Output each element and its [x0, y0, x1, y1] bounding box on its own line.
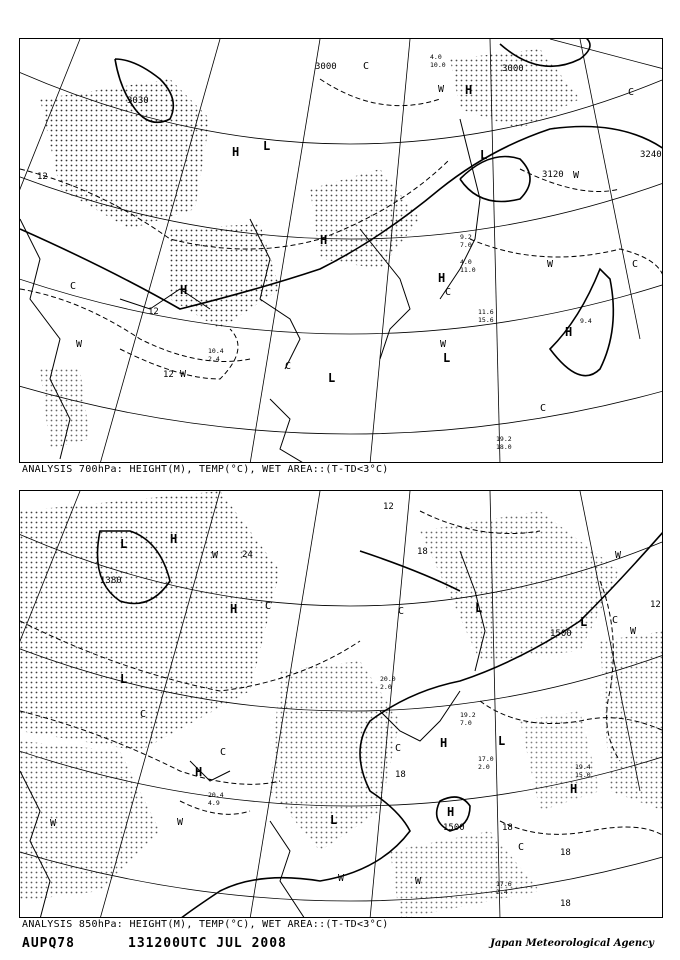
contour-label: 18: [560, 848, 571, 858]
pressure-center: H: [565, 325, 573, 339]
contour-label: 12: [383, 502, 394, 512]
station-value: 10.0: [430, 61, 446, 69]
station-value: 20.0: [380, 675, 396, 683]
pressure-center: L: [475, 601, 483, 615]
temp-center: W: [212, 550, 219, 561]
pressure-center: H: [440, 736, 448, 750]
contour-label: 18: [560, 899, 571, 909]
pressure-center: H: [230, 602, 238, 616]
temp-center: C: [628, 87, 635, 98]
contour-label: 3000: [502, 64, 524, 74]
station-value: 17.6: [496, 880, 512, 888]
temp-center: C: [445, 287, 452, 298]
temp-center: C: [140, 709, 147, 720]
product-id: AUPQ78: [22, 936, 75, 951]
caption-700hpa: ANALYSIS 700hPa: HEIGHT(M), TEMP(°C), WET AREA::(T-TD<3°C): [22, 464, 389, 475]
agency-name: Japan Meteorological Agency: [490, 938, 654, 949]
temp-center: C: [265, 601, 272, 612]
station-value: 20.4: [208, 791, 224, 799]
contour-label: 12: [163, 370, 174, 380]
pressure-center: H: [180, 283, 188, 297]
temp-center: C: [285, 361, 292, 372]
map-panel-850hpa: [19, 490, 663, 918]
pressure-center: H: [465, 83, 473, 97]
pressure-center: H: [170, 532, 178, 546]
contour-label: 12: [148, 307, 159, 317]
station-value: 4.9: [208, 799, 220, 807]
caption-850hpa: ANALYSIS 850hPa: HEIGHT(M), TEMP(°C), WET AREA::(T-TD<3°C): [22, 919, 389, 930]
station-value: 9.2: [460, 233, 472, 241]
map-700hpa-svg: [20, 39, 663, 463]
pressure-center: H: [570, 782, 578, 796]
map-panel-700hpa: [19, 38, 663, 463]
temp-center: C: [518, 842, 525, 853]
contour-label: 1380: [100, 576, 122, 586]
wet-area: [40, 79, 210, 229]
contour-label: 12: [650, 600, 661, 610]
temp-center: W: [338, 873, 345, 884]
station-value: 2.0: [478, 763, 490, 771]
contour-label: 18: [502, 823, 513, 833]
temp-center: W: [180, 369, 187, 380]
station-value: 15.0: [575, 771, 591, 779]
temp-center: W: [438, 84, 445, 95]
temp-center: C: [220, 747, 227, 758]
station-value: 9.4: [580, 317, 592, 325]
temp-center: W: [547, 259, 554, 270]
temp-center: W: [630, 626, 637, 637]
station-value: 10.4: [208, 347, 224, 355]
contour-label: 3030: [127, 96, 149, 106]
pressure-center: L: [120, 672, 128, 686]
temp-center: C: [398, 606, 405, 617]
contour-label: 3120: [542, 170, 564, 180]
temp-center: W: [615, 550, 622, 561]
wet-area: [20, 741, 160, 901]
contour-label: 3240: [640, 150, 662, 160]
station-value: 19.2: [460, 711, 476, 719]
pressure-center: L: [263, 139, 271, 153]
station-value: 15.6: [478, 316, 494, 324]
station-value: 7.0: [460, 719, 472, 727]
temp-center: W: [50, 818, 57, 829]
station-value: 2.4: [208, 355, 220, 363]
contour-label: 3000: [315, 62, 337, 72]
pressure-center: H: [447, 805, 455, 819]
station-value: 17.0: [478, 755, 494, 763]
station-value: 11.0: [460, 266, 476, 274]
temp-center: W: [573, 170, 580, 181]
pressure-center: L: [480, 148, 488, 162]
station-value: 4.0: [430, 53, 442, 61]
pressure-center: H: [320, 233, 328, 247]
station-value: 19.4: [575, 763, 591, 771]
temp-center: W: [415, 876, 422, 887]
contour-label: 18: [417, 547, 428, 557]
valid-time: 131200UTC JUL 2008: [128, 936, 287, 951]
wet-area: [170, 224, 280, 329]
pressure-center: H: [195, 765, 203, 779]
station-value: 7.0: [460, 241, 472, 249]
contour-label: 12: [37, 172, 48, 182]
wet-area: [520, 711, 600, 811]
contour-label: 1500: [443, 823, 465, 833]
map-850hpa-svg: [20, 491, 663, 918]
pressure-center: H: [438, 271, 446, 285]
contour-label: 1500: [550, 629, 572, 639]
temp-center: C: [363, 61, 370, 72]
temp-center: C: [632, 259, 639, 270]
temp-center: W: [440, 339, 447, 350]
temp-center: W: [177, 817, 184, 828]
pressure-center: L: [498, 734, 506, 748]
temp-center: W: [76, 339, 83, 350]
station-value: 2.4: [496, 888, 508, 896]
wet-area: [600, 631, 663, 811]
contour-label: 24: [242, 550, 253, 560]
contour-label: 18: [395, 770, 406, 780]
temp-center: C: [540, 403, 547, 414]
pressure-center: L: [580, 615, 588, 629]
station-value: 19.2: [496, 435, 512, 443]
temp-center: C: [70, 281, 77, 292]
temp-center: C: [395, 743, 402, 754]
pressure-center: L: [328, 371, 336, 385]
wet-area: [20, 491, 280, 751]
station-value: 11.6: [478, 308, 494, 316]
pressure-center: L: [120, 537, 128, 551]
station-value: 4.0: [460, 258, 472, 266]
pressure-center: L: [443, 351, 451, 365]
temp-center: C: [612, 615, 619, 626]
station-value: 18.0: [496, 443, 512, 451]
station-value: 2.0: [380, 683, 392, 691]
pressure-center: L: [330, 813, 338, 827]
pressure-center: H: [232, 145, 240, 159]
wet-area: [310, 169, 420, 269]
